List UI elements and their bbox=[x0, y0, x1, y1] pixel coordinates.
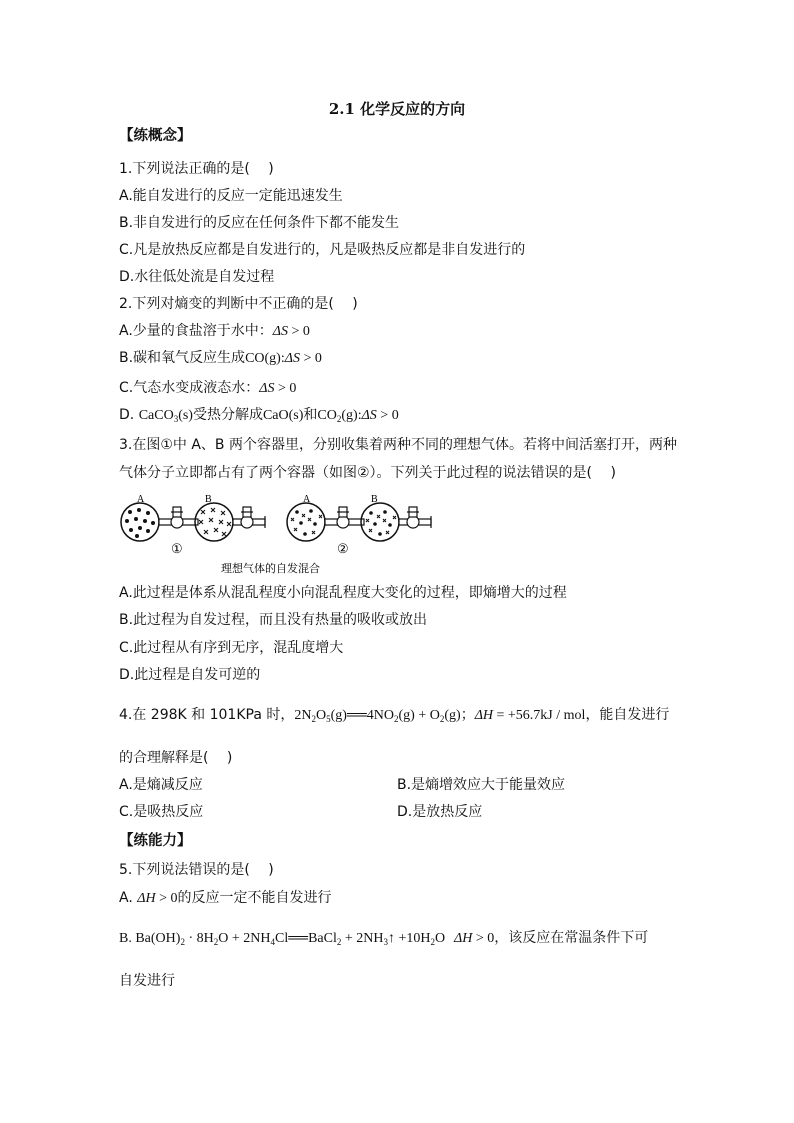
formula-co: CO(g) bbox=[245, 351, 281, 366]
question-4-option-b: B.是熵增效应大于能量效应 bbox=[397, 777, 566, 793]
colon: : bbox=[357, 408, 362, 423]
gas-particles-mixed bbox=[291, 514, 322, 534]
question-4-option-c: C.是吸热反应 bbox=[119, 804, 204, 820]
delta-h-symbol: ΔH bbox=[137, 891, 156, 906]
question-3-option-a: A.此过程是体系从混乱程度小向混乱程度大变化的过程，即熵增大的过程 bbox=[119, 585, 567, 601]
reaction-equation: $2N_2O_5(g)══4NO_2(g) + O_2(g)$ bbox=[294, 708, 461, 724]
figure-label-b: B bbox=[205, 494, 212, 505]
delta-h-symbol: ΔH bbox=[454, 931, 473, 946]
section-heading-concepts: 【练概念】 bbox=[119, 128, 192, 144]
stopcock-icon bbox=[241, 507, 253, 528]
gas-particles-dots bbox=[125, 508, 155, 538]
option-text: ，该反应在常温条件下可 bbox=[494, 930, 649, 946]
question-1-option-c: C.凡是放热反应都是自发进行的，凡是吸热反应都是非自发进行的 bbox=[119, 242, 526, 258]
question-1-option-d: D.水往低处流是自发过程 bbox=[119, 269, 275, 285]
delta-s-symbol: ΔS bbox=[284, 351, 300, 366]
page-title: 2.1 化学反应的方向 bbox=[328, 100, 466, 118]
option-text: 和 bbox=[303, 407, 318, 423]
question-4-stem-line1 bbox=[119, 705, 669, 726]
gas-particles-crosses bbox=[199, 508, 231, 536]
question-1-option-b: B.非自发进行的反应在任何条件下都不能发生 bbox=[119, 215, 400, 231]
formula-cao: CaO(s) bbox=[262, 408, 304, 423]
delta-h-symbol: ΔH bbox=[474, 708, 494, 723]
question-4-option-d: D.是放热反应 bbox=[397, 804, 483, 820]
question-5-stem: 5.下列说法错误的是( ) bbox=[119, 862, 274, 878]
formula-caco3: CaCO$_3$(s) bbox=[138, 408, 193, 424]
question-3-option-c: C.此过程从有序到无序，混乱度增大 bbox=[119, 640, 344, 656]
figure-number-1: ① bbox=[171, 541, 183, 556]
delta-s-symbol: ΔS bbox=[272, 324, 288, 339]
inequality: > 0 bbox=[274, 381, 297, 396]
question-4-stem-line2: 的合理解释是( ) bbox=[119, 750, 233, 766]
question-3-stem-line1: 3.在图①中 A、B 两个容器里，分别收集着两种不同的理想气体。若将中间活塞打开，两种 bbox=[119, 437, 677, 453]
question-2-option-d bbox=[119, 405, 399, 426]
question-1-option-a: A.能自发进行的反应一定能迅速发生 bbox=[119, 188, 343, 204]
formula-co2: $CO_2(g)$ bbox=[317, 408, 358, 424]
stopcock-icon bbox=[407, 507, 419, 528]
stopcock-icon bbox=[171, 507, 183, 528]
separator: ； bbox=[460, 707, 475, 723]
question-3-option-d: D.此过程是自发可逆的 bbox=[119, 667, 261, 683]
inequality: > 0 bbox=[288, 324, 310, 339]
figure-label-b: B bbox=[371, 494, 378, 505]
option-text: 的反应一定不能自发进行 bbox=[177, 890, 332, 906]
colon: : bbox=[280, 351, 285, 366]
inequality: > 0 bbox=[472, 931, 495, 946]
enthalpy-value: = +56.7kJ / mol bbox=[493, 708, 586, 723]
inequality: > 0 bbox=[155, 891, 178, 906]
question-2-option-c bbox=[119, 378, 296, 399]
question-5-option-a bbox=[119, 888, 331, 909]
inequality: > 0 bbox=[376, 408, 399, 423]
option-text: 受热分解成 bbox=[192, 407, 263, 423]
figure-number-2: ② bbox=[337, 541, 349, 556]
gas-mixing-figure bbox=[115, 490, 445, 582]
figure-label-a: A bbox=[303, 494, 311, 505]
stem-text: ，能自发进行 bbox=[585, 707, 670, 723]
delta-s-symbol: ΔS bbox=[259, 381, 275, 396]
question-3-option-b: B.此过程为自发过程，而且没有热量的吸收或放出 bbox=[119, 612, 428, 628]
figure-caption: 理想气体的自发混合 bbox=[221, 563, 320, 575]
option-text: B.碳和氧气反应生成 bbox=[119, 350, 246, 366]
question-2-option-b bbox=[119, 348, 322, 369]
question-4-option-a: A.是熵减反应 bbox=[119, 777, 203, 793]
section-heading-ability: 【练能力】 bbox=[119, 833, 192, 849]
question-5-option-b bbox=[119, 928, 648, 949]
inequality: > 0 bbox=[299, 351, 322, 366]
option-label: D. bbox=[119, 407, 139, 423]
stem-text: 4.在 298K 和 101KPa 时， bbox=[119, 707, 295, 723]
reaction-equation: $Ba(OH)_2 \cdot 8H_2O$ + $2NH_4Cl══BaCl_2$ + $2NH_3↑ +10H_2O$ bbox=[135, 931, 446, 947]
option-text: A.少量的食盐溶于水中： bbox=[119, 323, 273, 339]
stopcock-icon bbox=[337, 507, 349, 528]
figure-label-a: A bbox=[137, 494, 145, 505]
question-5-option-b-line2: 自发进行 bbox=[119, 973, 175, 989]
option-label: A. bbox=[119, 890, 138, 906]
question-1-stem: 1.下列说法正确的是( ) bbox=[119, 161, 274, 177]
option-text: C.气态水变成液态水： bbox=[119, 380, 260, 396]
question-2-stem: 2.下列对熵变的判断中不正确的是( ) bbox=[119, 296, 358, 312]
question-2-option-a bbox=[119, 321, 310, 342]
delta-s-symbol: ΔS bbox=[361, 408, 377, 423]
option-label: B. bbox=[119, 931, 136, 946]
question-3-stem-line2: 气体分子立即都占有了两个容器（如图②）。下列关于此过程的说法错误的是( ) bbox=[119, 465, 616, 481]
